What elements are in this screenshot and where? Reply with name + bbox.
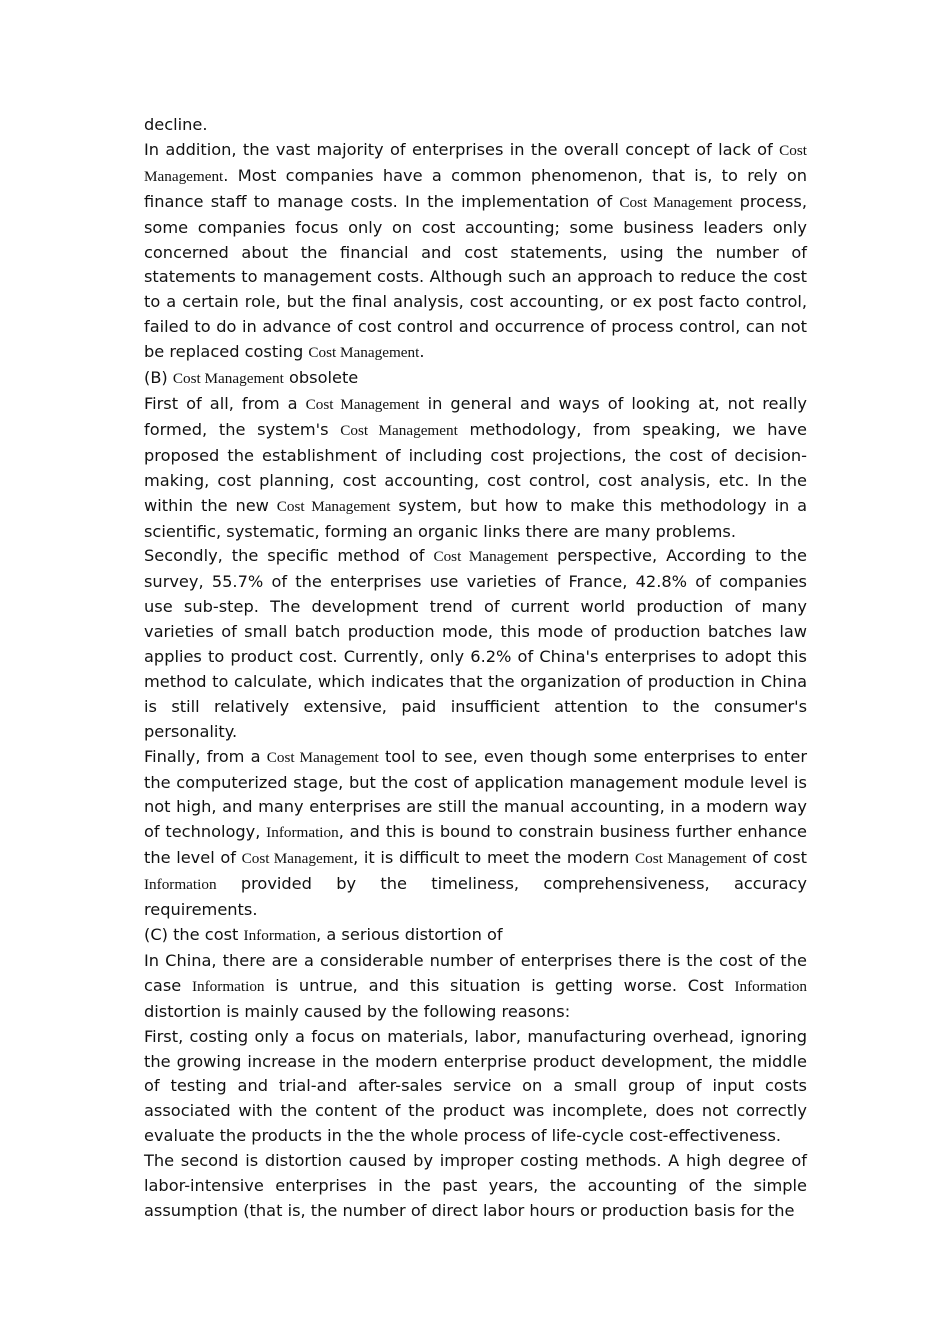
paragraph [144,1025,807,1150]
body-text: provided by the timeliness, comprehensiveness, accuracy requirements. [144,874,807,920]
term-text: Cost Management [308,344,420,362]
term-text: Information [243,927,317,944]
paragraph [144,923,807,949]
term-text: Cost Management [144,141,807,185]
body-text: . Most companies have a common phenomenon, that is, to rely on finance staff to manage costs. In the implementation of [144,165,807,211]
body-text: tool to see, even though some enterprises to enter the computerized stage, but the cost of application management module level is not high, and many enterprises are still the manual accounting, in a modern way of technology, [144,746,808,842]
body-text: system, but how to make this methodology in a scientific, systematic, forming an organic links there are many problems. [144,495,808,541]
body-text: Finally, from a [144,746,267,766]
term-text: Information [191,977,265,995]
paragraph [144,745,807,923]
term-text: Cost Management [433,548,549,566]
paragraph [144,544,807,744]
body-text: , a serious distortion of [316,925,503,944]
body-text: In China, there are a considerable number of enterprises there is the cost of the case [144,950,807,995]
term-text: Cost Management [340,421,458,439]
body-text: perspective, According to the survey, 55.7% of the enterprises use varieties of France, 42.8% of companies use sub-step. The development trend of current world production of many varieties of small batch production mode, this mode of production batches law applies to product cost. Currently, only 6.2% of China's enterprises to adopt this method to calculate, which indicates that the organization of production in China is still relatively extensive, paid insufficient attention to the consumer's personality. [144,546,807,741]
document-page [144,113,807,1224]
term-text: Cost Management [241,850,354,868]
body-text: First, costing only a focus on materials, labor, manufacturing overhead, ignoring the growing increase in the modern enterprise product development, the middle of testing and trial-and after-sales service on a small group of input costs associated with the content of the product was incomplete, does not correctly evaluate the products in the the whole process of life-cycle cost-effectiveness. [144,1026,807,1146]
body-text: distortion is mainly caused by the following reasons: [144,1001,571,1021]
body-text: , it is difficult to meet the modern [353,848,636,868]
body-text: (C) the cost [144,925,244,944]
paragraph [144,949,807,1025]
body-text: methodology, from speaking, we have proposed the establishment of including cost projections, the cost of decision-making, cost planning, cost accounting, cost control, cost analysis, etc. In the within the new [144,419,808,515]
body-text: , and this is bound to constrain business further enhance the level of [144,822,807,868]
body-text: . [419,342,425,362]
body-text: The second is distortion caused by improper costing methods. A high degree of labor-intensive enterprises in the past years, the accounting of the simple assumption (that is, the number of direct labor hours or production basis for the [144,1151,807,1220]
term-text: Cost Management [266,748,379,766]
paragraph [144,366,807,392]
term-text: Cost Management [635,850,747,868]
term-text: Cost Management [305,395,420,413]
term-text: Cost Management [172,370,284,388]
term-text: Information [144,876,217,894]
body-text: obsolete [283,368,359,388]
paragraph [144,138,807,366]
body-text: First of all, from a [144,393,306,413]
body-text: (B) [144,368,173,388]
term-text: Cost Management [619,193,733,211]
body-text: process, some companies focus only on cost accounting; some business leaders only concerned about the financial and cost statements, using the number of statements to management costs. Although such an approach to reduce the cost to a certain role, but the final analysis, cost accounting, or ex post facto control, failed to do in advance of cost control and occurrence of process control, can not be replaced costing [144,191,808,362]
body-text: is untrue, and this situation is getting worse. Cost [264,975,735,995]
term-text: Information [266,824,339,842]
body-text: decline. [144,115,208,134]
paragraph [144,113,807,138]
term-text: Information [734,977,807,995]
paragraph [144,392,807,544]
body-text: In addition, the vast majority of enterprises in the overall concept of lack of [144,139,780,159]
body-text: Secondly, the specific method of [144,546,434,566]
body-text: of cost [746,848,807,868]
body-text: in general and ways of looking at, not really formed, the system's [144,393,808,439]
paragraph [144,1149,807,1224]
term-text: Cost Management [276,497,391,515]
